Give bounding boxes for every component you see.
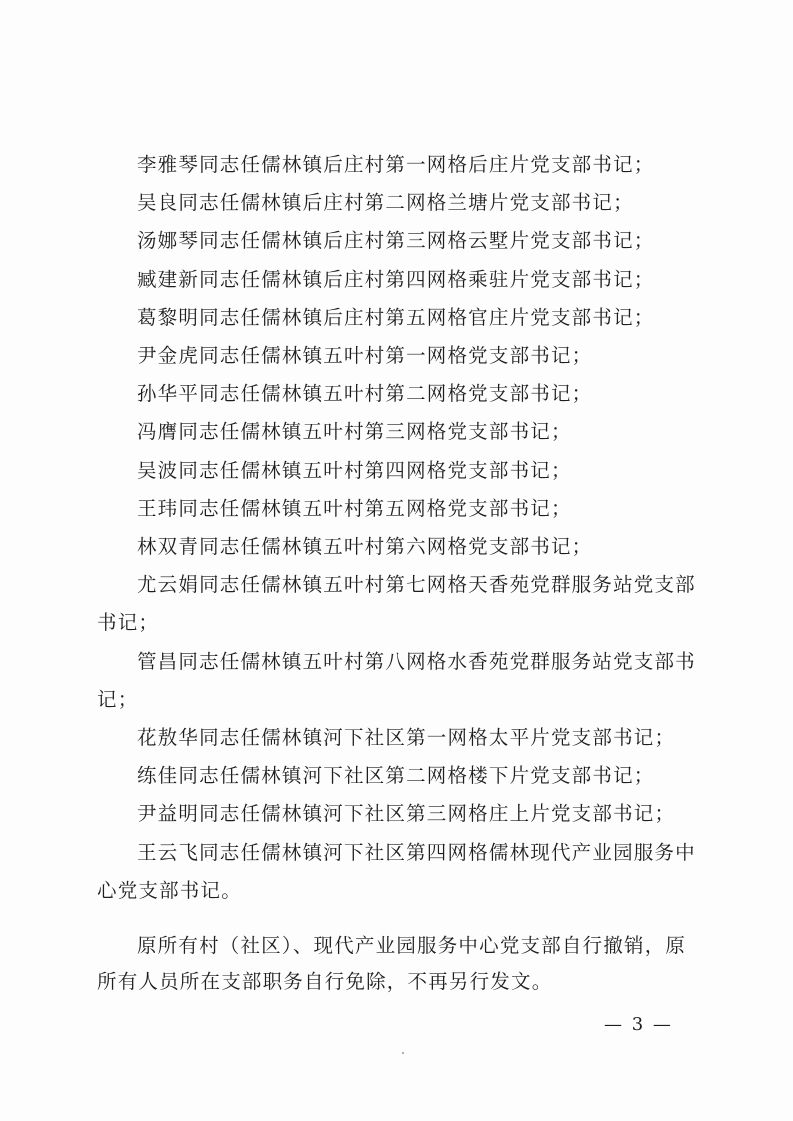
appointment-line: 臧建新同志任儒林镇后庄村第四网格乘驻片党支部书记；: [136, 267, 655, 291]
appointment-line: 管昌同志任儒林镇五叶村第八网格水香苑党群服务站党支部书记；: [97, 649, 696, 711]
appointment-line: 葛黎明同志任儒林镇后庄村第五网格官庄片党支部书记；: [136, 305, 655, 329]
appointment-line: 冯膺同志任儒林镇五叶村第三网格党支部书记；: [136, 420, 572, 444]
page-number: — 3 —: [604, 1014, 673, 1035]
appointment-line: 尹金虎同志任儒林镇五叶村第一网格党支部书记；: [136, 344, 593, 368]
appointment-line: 王云飞同志任儒林镇河下社区第四网格儒林现代产业园服务中心党支部书记。: [97, 840, 696, 902]
appointment-line: 练佳同志任儒林镇河下社区第二网格楼下片党支部书记；: [136, 764, 655, 788]
scan-speck: [402, 1052, 404, 1054]
appointment-line: 吴波同志任儒林镇五叶村第四网格党支部书记；: [136, 458, 572, 482]
appointment-line: 吴良同志任儒林镇后庄村第二网格兰塘片党支部书记；: [136, 191, 634, 215]
appointment-line: 花敖华同志任儒林镇河下社区第一网格太平片党支部书记；: [136, 726, 676, 750]
appointment-line: 孙华平同志任儒林镇五叶村第二网格党支部书记；: [136, 382, 593, 406]
appointment-line: 林双青同志任儒林镇五叶村第六网格党支部书记；: [136, 535, 593, 559]
appointment-line: 尤云娟同志任儒林镇五叶村第七网格天香苑党群服务站党支部书记；: [97, 573, 696, 635]
appointment-line: 尹益明同志任儒林镇河下社区第三网格庄上片党支部书记；: [136, 802, 676, 826]
appointment-line: 汤娜琴同志任儒林镇后庄村第三网格云墅片党支部书记；: [136, 229, 655, 253]
closing-paragraph: 原所有村（社区）、现代产业园服务中心党支部自行撤销，原所有人员所在支部职务自行免除，不再另行发文。: [97, 934, 687, 994]
appointment-line: 王玮同志任儒林镇五叶村第五网格党支部书记；: [136, 496, 572, 520]
document-body: [97, 146, 697, 1000]
appointment-line: 李雅琴同志任儒林镇后庄村第一网格后庄片党支部书记；: [136, 153, 655, 176]
